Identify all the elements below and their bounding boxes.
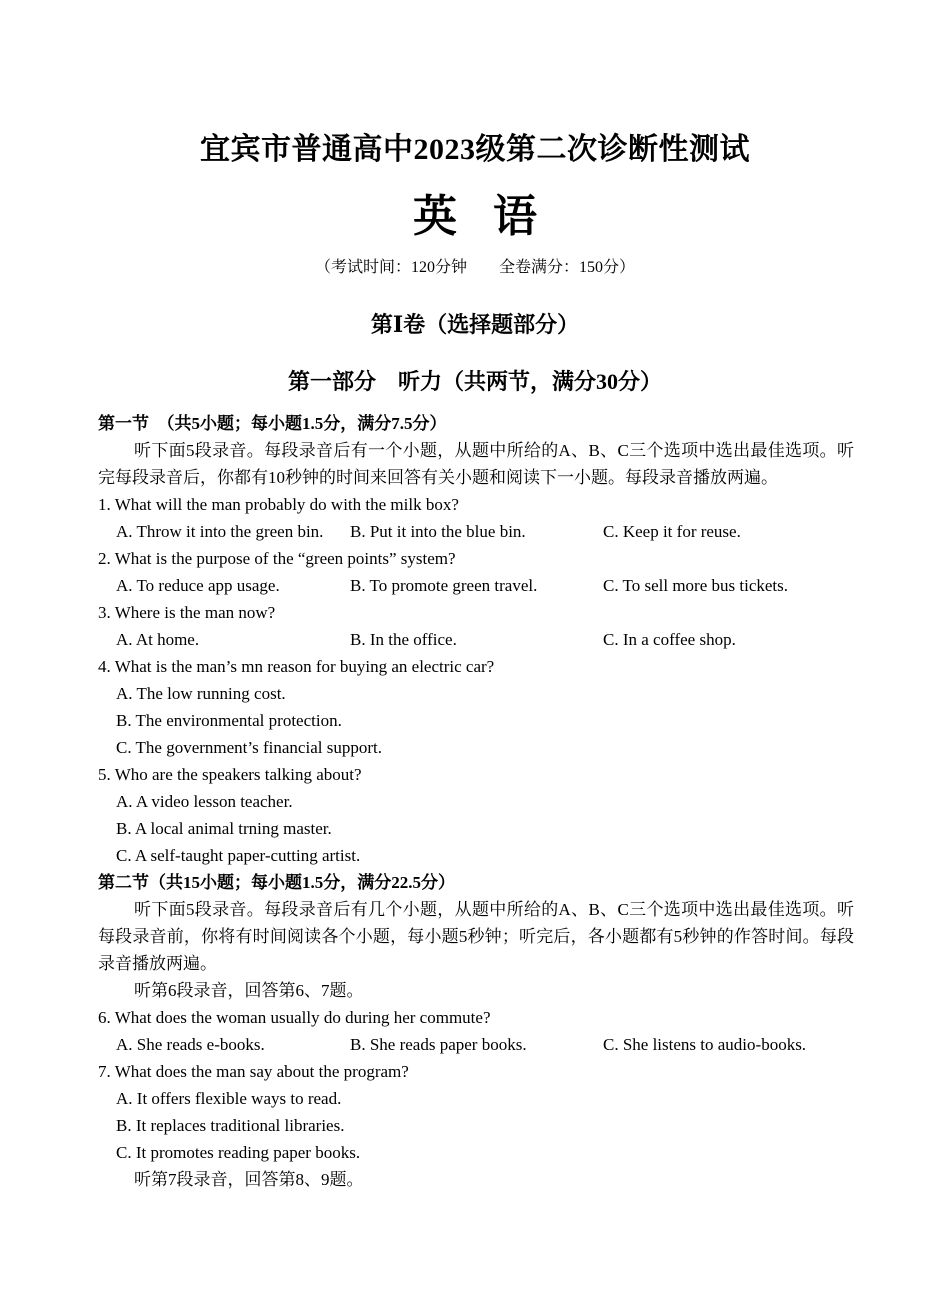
option-c: C. A self-taught paper-cutting artist. (116, 846, 361, 865)
option-a: A. A video lesson teacher. (116, 792, 293, 811)
exam-info: （考试时间：120分钟 全卷满分：150分） (314, 259, 635, 276)
question-options (98, 518, 854, 545)
exam-content (98, 410, 854, 1193)
option-a: A. At home. (116, 630, 200, 649)
question-stem: 2. What is the purpose of the “green points” system? (98, 549, 456, 568)
option-c: C. It promotes reading paper books. (116, 1143, 361, 1162)
option-c: C. Keep it for reuse. (603, 522, 741, 541)
option-b: B. The environmental protection. (116, 711, 342, 730)
question-stem: 7. What does the man say about the program? (98, 1062, 409, 1081)
option-c: C. To sell more bus tickets. (603, 576, 789, 595)
subject-title: 英语 (413, 192, 573, 241)
option-b: B. In the office. (350, 630, 457, 649)
exam-title: 宜宾市普通高中2023级第二次诊断性测试 (200, 133, 750, 166)
option-a: A. She reads e-books. (116, 1035, 265, 1054)
question-stem: 1. What will the man probably do with the milk box? (98, 495, 459, 514)
option-a: A. The low running cost. (116, 684, 286, 703)
question-stem: 4. What is the man’s mn reason for buying an electric car? (98, 657, 495, 676)
question-options (98, 626, 854, 653)
option-b: B. It replaces traditional libraries. (116, 1116, 345, 1135)
section1-heading: 第一节 （共5小题；每小题1.5分，满分7.5分） (98, 414, 447, 433)
option-a: A. It offers flexible ways to read. (116, 1089, 342, 1108)
section2-instructions: 听下面5段录音。每段录音后有几个小题，从题中所给的A、B、C三个选项中选出最佳选项。听每段录音前，你将有时间阅读各个小题，每小题5秒钟；听完后，各小题都有5秒钟的作答时间。每段录音播放两遍。 (98, 900, 854, 973)
question-options (98, 572, 854, 599)
part-heading: 第一部分 听力（共两节，满分30分） (287, 369, 662, 394)
option-a: A. Throw it into the green bin. (116, 522, 324, 541)
option-c: C. The government’s financial support. (116, 738, 382, 757)
question-stem: 6. What does the woman usually do during her commute? (98, 1008, 491, 1027)
option-b: B. A local animal trning master. (116, 819, 332, 838)
volume-heading: 第Ⅰ卷（选择题部分） (370, 312, 580, 337)
option-b: B. Put it into the blue bin. (350, 522, 526, 541)
question-options (98, 1031, 854, 1058)
listen-instruction: 听第6段录音，回答第6、7题。 (134, 981, 364, 1000)
option-a: A. To reduce app usage. (116, 576, 280, 595)
question-stem: 5. Who are the speakers talking about? (98, 765, 362, 784)
option-c: C. She listens to audio-books. (603, 1035, 807, 1054)
option-c: C. In a coffee shop. (603, 630, 736, 649)
section2-heading: 第二节（共15小题；每小题1.5分，满分22.5分） (98, 873, 455, 892)
section1-instructions: 听下面5段录音。每段录音后有一个小题，从题中所给的A、B、C三个选项中选出最佳选项。听完每段录音后，你都有10秒钟的时间来回答有关小题和阅读下一小题。每段录音播放两遍。 (98, 441, 854, 487)
listen-instruction: 听第7段录音，回答第8、9题。 (134, 1170, 364, 1189)
option-b: B. She reads paper books. (350, 1035, 527, 1054)
option-b: B. To promote green travel. (350, 576, 538, 595)
question-stem: 3. Where is the man now? (98, 603, 276, 622)
